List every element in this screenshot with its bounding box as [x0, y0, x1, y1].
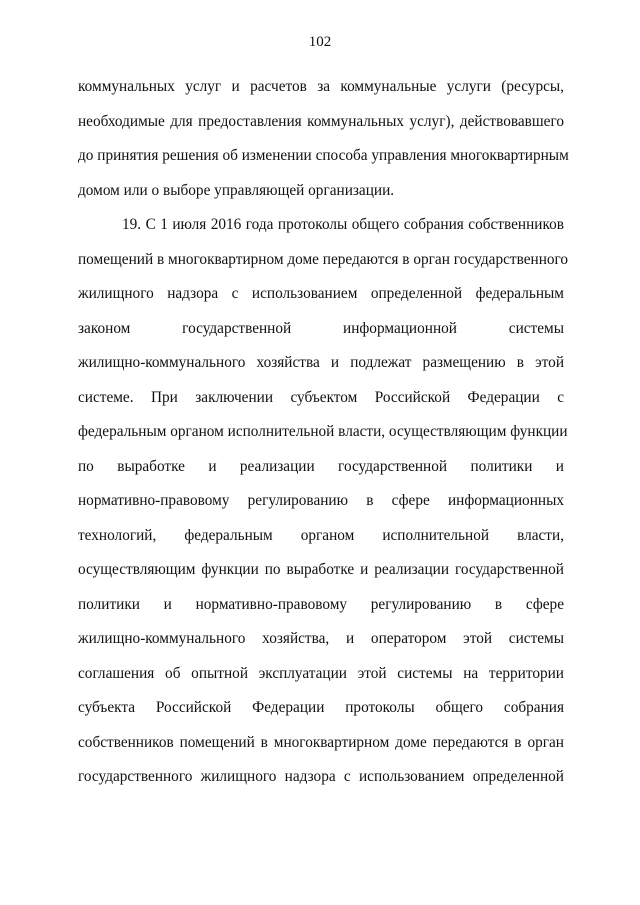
text-line: государственного жилищного надзора с использованием определенной [78, 768, 564, 785]
text-line: соглашения об опытной эксплуатации этой системы на территории [78, 664, 564, 682]
text-line: коммунальных услуг и расчетов за коммунальные услуги (ресурсы, [78, 78, 564, 95]
text-line: субъекта Российской Федерации протоколы общего собрания [78, 699, 564, 716]
text-line: политики и нормативно-правовому регулированию в сфере [78, 595, 564, 613]
text-line: технологий, федеральным органом исполнительной власти, [78, 526, 564, 544]
body-text [78, 70, 569, 795]
page-number: 102 [308, 34, 332, 50]
text-line: жилищно-коммунального хозяйства и подлежат размещению в этой [78, 354, 564, 371]
text-line: осуществляющим функции по выработке и реализации государственной [78, 561, 564, 578]
text-line: по выработке и реализации государственной политики и [78, 457, 564, 475]
text-line: системе. При заключении субъектом Российской Федерации с [78, 388, 564, 406]
text-line: федеральным органом исполнительной власти, осуществляющим функции [78, 423, 568, 440]
text-line: до принятия решения об изменении способа управления многоквартирным [78, 147, 569, 164]
text-line: нормативно-правовому регулированию в сфере информационных [78, 492, 564, 509]
text-line: законом государственной информационной системы [78, 319, 564, 337]
text-line: необходимые для предоставления коммунальных услуг), действовавшего [78, 112, 564, 130]
text-line: жилищно-коммунального хозяйства, и оператором этой системы [78, 630, 564, 647]
text-line: домом или о выборе управляющей организации. [78, 181, 395, 199]
text-line: собственников помещений в многоквартирном доме передаются в орган [78, 733, 564, 751]
text-line: жилищного надзора с использованием определенной федеральным [78, 285, 564, 302]
paragraph-19-first-line: 19. С 1 июля 2016 года протоколы общего собрания собственников [122, 216, 564, 233]
text-line: помещений в многоквартирном доме передаются в орган государственного [78, 250, 569, 268]
